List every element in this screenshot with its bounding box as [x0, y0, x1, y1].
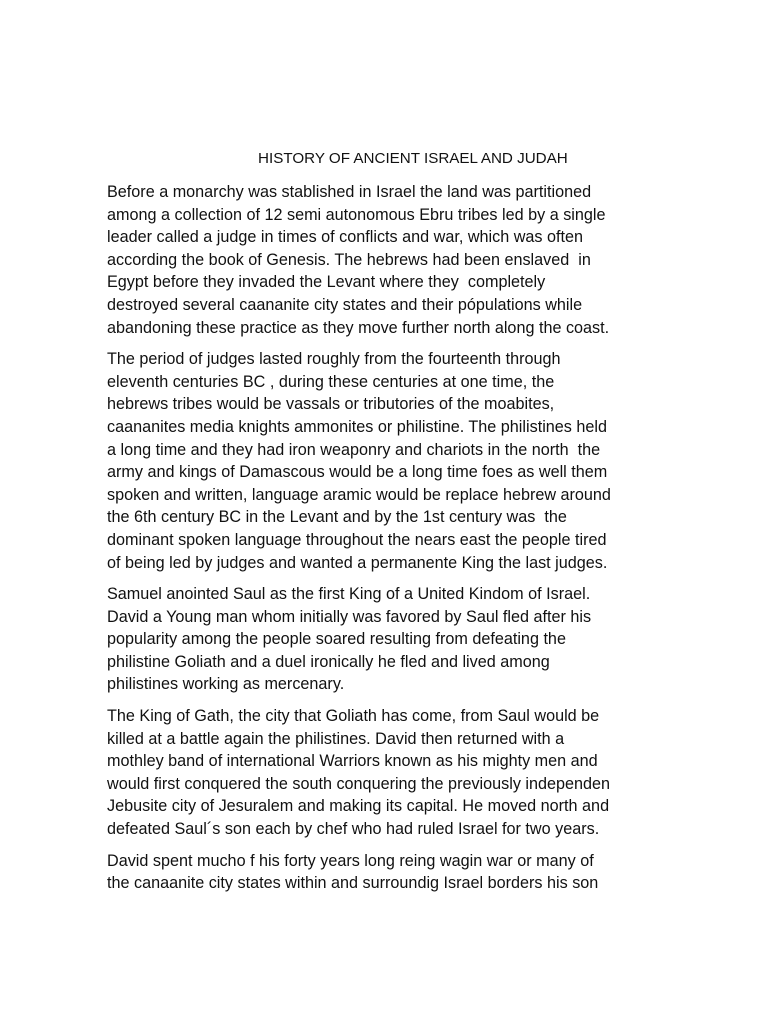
paragraph-4 — [107, 705, 667, 841]
text-line: Samuel anointed Saul as the first King of a United Kindom of Israel. — [107, 585, 591, 604]
document-title: HISTORY OF ANCIENT ISRAEL AND JUDAH — [258, 150, 568, 167]
text-line: killed at a battle again the philistines. David then returned with a — [107, 729, 565, 748]
text-line: hebrews tribes would be vassals or tributories of the moabites, — [107, 395, 555, 414]
text-line: army and kings of Damascous would be a long time foes as well them — [107, 463, 608, 482]
text-line: spoken and written, language aramic would be replace hebrew around — [107, 485, 611, 504]
text-line: would first conquered the south conquering the previously independen — [107, 774, 611, 793]
text-line: a long time and they had iron weaponry and chariots in the north the — [107, 440, 601, 459]
text-line: David spent mucho f his forty years long reing wagin war or many of — [107, 851, 594, 870]
text-line: leader called a judge in times of conflicts and war, which was often — [107, 228, 583, 247]
text-line: Jebusite city of Jesuralem and making its capital. He moved north and — [107, 797, 610, 816]
text-line: philistine Goliath and a duel ironically he fled and lived among — [107, 652, 550, 671]
paragraph-3 — [107, 583, 667, 696]
text-line: The King of Gath, the city that Goliath has come, from Saul would be — [107, 707, 600, 726]
text-line: the canaanite city states within and surroundig Israel borders his son — [107, 874, 599, 893]
text-line: among a collection of 12 semi autonomous Ebru tribes led by a single — [107, 205, 606, 224]
text-line: popularity among the people soared resulting from defeating the — [107, 630, 566, 649]
text-line: destroyed several caananite city states and their pópulations while — [107, 295, 583, 314]
text-line: abandoning these practice as they move further north along the coast. — [107, 318, 610, 337]
text-line: Egypt before they invaded the Levant where they completely — [107, 273, 546, 292]
text-line: mothley band of international Warriors known as his mighty men and — [107, 752, 598, 771]
paragraph-5 — [107, 850, 667, 895]
text-line: David a Young man whom initially was favored by Saul fled after his — [107, 607, 592, 626]
text-line: philistines working as mercenary. — [107, 675, 345, 694]
text-line: dominant spoken language throughout the nears east the people tired — [107, 530, 607, 549]
document-page — [107, 148, 667, 904]
text-line: the 6th century BC in the Levant and by the 1st century was the — [107, 508, 567, 527]
text-line: caananites media knights ammonites or philistine. The philistines held — [107, 417, 607, 436]
text-line: according the book of Genesis. The hebrews had been enslaved in — [107, 250, 591, 269]
paragraph-1 — [107, 181, 667, 339]
text-line: eleventh centuries BC , during these centuries at one time, the — [107, 372, 555, 391]
text-line: Before a monarchy was stablished in Israel the land was partitioned — [107, 183, 592, 201]
paragraph-2 — [107, 348, 667, 574]
text-line: The period of judges lasted roughly from the fourteenth through — [107, 350, 561, 369]
text-line: defeated Saul´s son each by chef who had ruled Israel for two years. — [107, 820, 600, 839]
text-line: of being led by judges and wanted a permanente King the last judges. — [107, 553, 608, 572]
